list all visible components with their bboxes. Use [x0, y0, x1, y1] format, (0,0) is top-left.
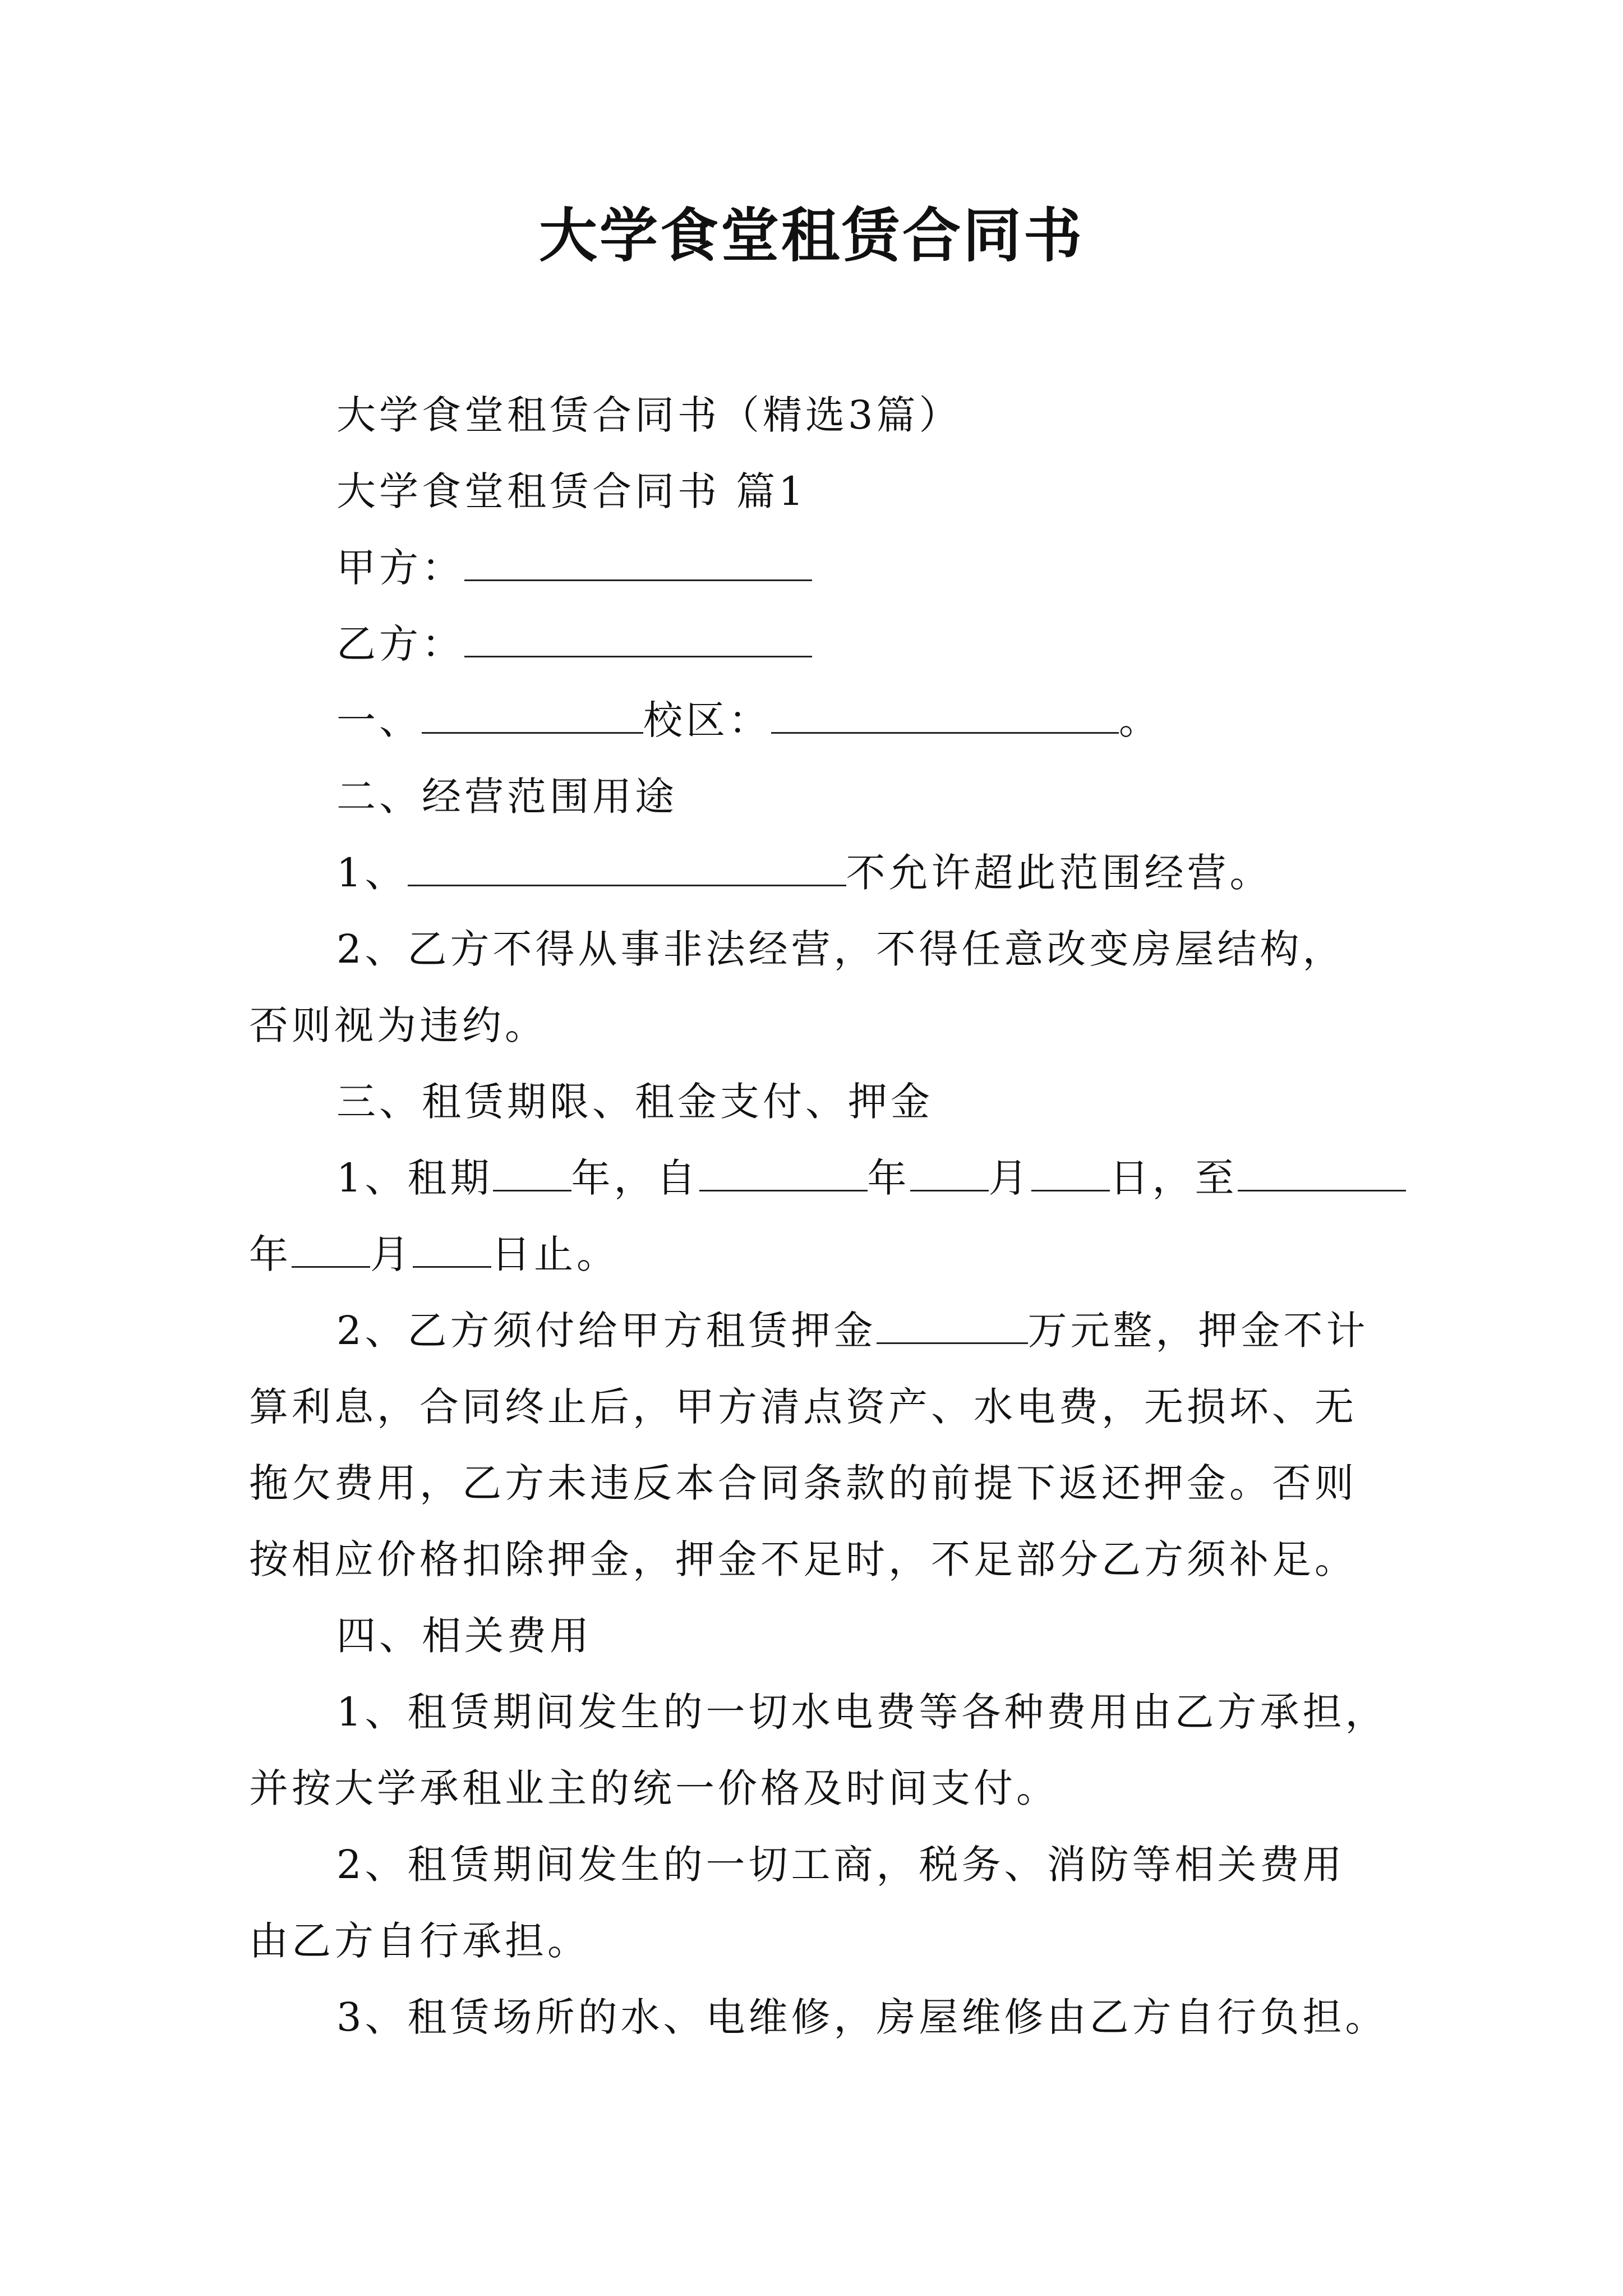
deposit-amount-blank	[877, 1305, 1028, 1344]
campus-address-blank	[771, 695, 1119, 734]
campus-line	[336, 692, 1161, 748]
party-b-line	[336, 616, 812, 672]
start-year-blank	[699, 1153, 868, 1191]
deposit-text-a: 2、乙方须付给甲方租赁押金	[336, 1308, 877, 1354]
paragraph-line: 拖欠费用，乙方未违反本合同条款的前提下返还押金。否则	[249, 1460, 1357, 1506]
section-three-heading: 三、租赁期限、租金支付、押金	[336, 1079, 933, 1125]
section-two-heading: 二、经营范围用途	[336, 774, 677, 820]
party-a-line	[336, 540, 812, 596]
party-a-label: 甲方：	[336, 545, 464, 591]
term-label: 1、租期	[336, 1155, 493, 1201]
start-month-blank	[910, 1153, 989, 1191]
term-years-blank	[493, 1153, 571, 1191]
subtitle-line: 大学食堂租赁合同书（精选3篇）	[336, 392, 962, 438]
end-year-label: 年	[249, 1231, 292, 1277]
section-heading-part1: 大学食堂租赁合同书 篇1	[336, 468, 807, 514]
campus-label: 校区：	[643, 697, 771, 743]
start-year-label: 年	[867, 1155, 910, 1201]
paragraph-line: 2、租赁期间发生的一切工商，税务、消防等相关费用	[336, 1842, 1345, 1888]
party-a-blank	[464, 542, 812, 581]
deposit-text-b: 万元整，押金不计	[1027, 1308, 1369, 1354]
end-day-blank	[413, 1229, 491, 1268]
clause-one-label: 一、	[336, 697, 422, 743]
paragraph-line: 2、乙方不得从事非法经营，不得任意改变房屋结构，	[336, 926, 1345, 972]
end-month-label: 月	[370, 1231, 413, 1277]
deposit-line	[336, 1303, 1369, 1359]
paragraph-line: 并按大学承租业主的统一价格及时间支付。	[249, 1765, 1059, 1811]
start-day-blank	[1031, 1153, 1110, 1191]
paragraph-line: 1、租赁期间发生的一切水电费等各种费用由乙方承担，	[336, 1689, 1388, 1735]
campus-name-blank	[422, 695, 643, 734]
scope-number: 1、	[336, 850, 408, 896]
start-day-label: 日，至	[1109, 1155, 1238, 1201]
party-b-blank	[464, 619, 812, 657]
paragraph-line: 否则视为违约。	[249, 1002, 547, 1048]
end-month-blank	[292, 1229, 370, 1268]
paragraph-line: 算利息，合同终止后，甲方清点资产、水电费，无损坏、无	[249, 1384, 1357, 1430]
end-year-blank	[1238, 1153, 1406, 1191]
paragraph-line: 按相应价格扣除押金，押金不足时，不足部分乙方须补足。	[249, 1536, 1357, 1582]
start-month-label: 月	[988, 1155, 1031, 1201]
scope-text: 不允许超此范围经营。	[846, 850, 1272, 896]
paragraph-line: 由乙方自行承担。	[249, 1918, 590, 1964]
end-day-label: 日止。	[491, 1231, 619, 1277]
document-title: 大学食堂租赁合同书	[538, 201, 1084, 270]
scope-blank	[408, 848, 846, 886]
term-line	[336, 1150, 1406, 1206]
term-end-line	[249, 1226, 619, 1282]
term-from-label: 年，自	[571, 1155, 699, 1201]
party-b-label: 乙方：	[336, 621, 464, 667]
campus-line-period: 。	[1119, 697, 1161, 743]
section-four-heading: 四、相关费用	[336, 1613, 592, 1659]
paragraph-line: 3、租赁场所的水、电维修，房屋维修由乙方自行负担。	[336, 1994, 1388, 2040]
scope-line	[336, 845, 1272, 901]
